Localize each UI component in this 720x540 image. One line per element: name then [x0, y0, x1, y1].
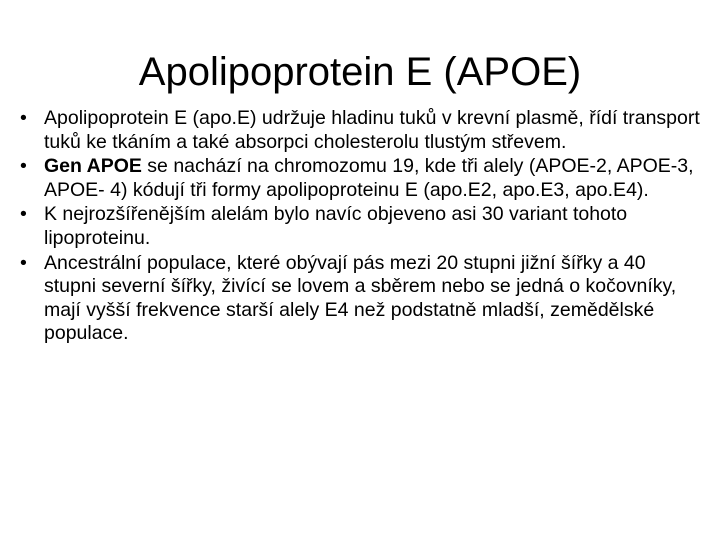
bullet-icon: •: [20, 203, 27, 226]
bullet-text: Apolipoprotein E (apo.E) udržuje hladinu tuků v krevní plasmě, řídí transport tuků ke tkáním a také absorpci cholesterolu tlustým střevem.: [44, 107, 700, 153]
bullet-bold-text: Gen APOE: [44, 155, 142, 178]
bullet-item-1: [20, 107, 700, 154]
bullet-item-3: [20, 203, 700, 250]
bullet-icon: •: [20, 155, 27, 178]
bullet-text: se nachází na chromozomu 19, kde tři alely (APOE-2, APOE-3, APOE- 4) kódují tři formy apolipoproteinu E (apo.E2, apo.E3, apo.E4).: [44, 155, 694, 201]
bullet-list: [20, 107, 700, 347]
bullet-item-4: [20, 252, 700, 346]
bullet-text: Ancestrální populace, které obývají pás mezi 20 stupni jižní šířky a 40 stupni severní šířky, živící se lovem a sběrem nebo se jedná o kočovníky, mají vyšší frekvence starší alely E4 než podstatně mladší, zemědělské populace.: [44, 251, 677, 345]
bullet-icon: •: [20, 251, 27, 274]
bullet-text: K nejrozšířenějším alelám bylo navíc objeveno asi 30 variant tohoto lipoproteinu.: [44, 203, 628, 249]
bullet-icon: •: [20, 107, 27, 129]
slide-title: Apolipoprotein E (APOE): [138, 50, 582, 94]
bullet-item-2: [20, 155, 700, 202]
